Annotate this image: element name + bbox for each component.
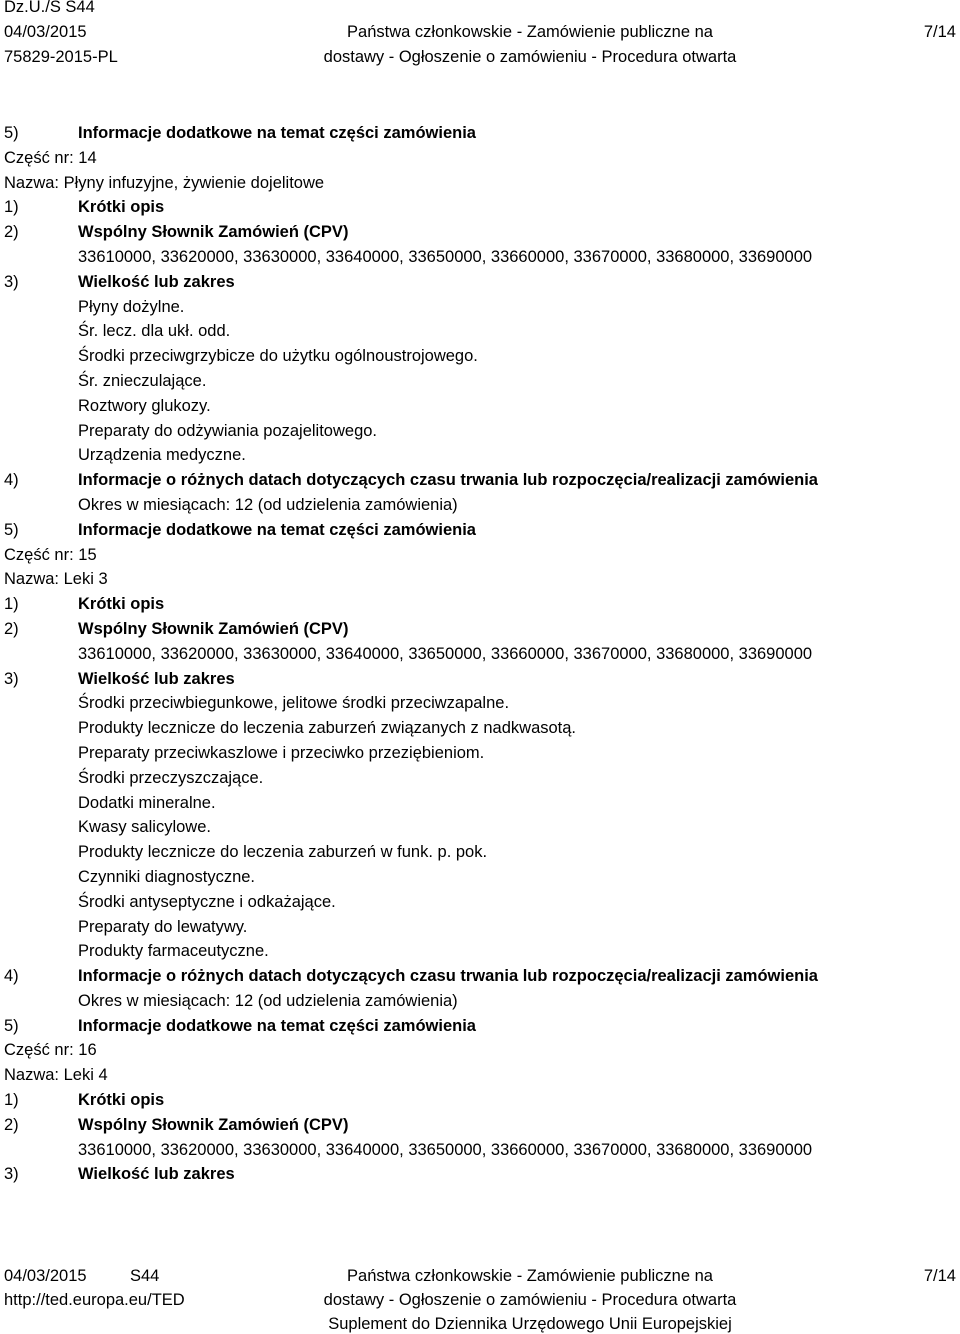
section-title: Informacje dodatkowe na temat części zamówienia — [78, 520, 476, 539]
lot-info: Nazwa: Leki 3 — [4, 570, 108, 589]
section-title: Wspólny Słownik Zamówień (CPV) — [78, 1115, 349, 1134]
section-heading — [4, 518, 956, 543]
indented-text: 33610000, 33620000, 33630000, 33640000, 33650000, 33660000, 33670000, 33680000, 33690000 — [78, 1140, 813, 1159]
section-title: Wspólny Słownik Zamówień (CPV) — [78, 619, 349, 638]
indented-text: Środki antyseptyczne i odkażające. — [78, 892, 336, 911]
section-heading — [4, 121, 956, 146]
section-heading — [4, 195, 956, 220]
section-heading — [4, 270, 956, 295]
header-title-line2: dostawy - Ogłoszenie o zamówieniu - Procedura otwarta — [323, 48, 737, 66]
section-number: 1) — [4, 595, 19, 614]
section-number: 4) — [4, 967, 19, 986]
indented-text: Śr. lecz. dla ukł. odd. — [78, 322, 231, 341]
section-number: 3) — [4, 272, 19, 291]
lot-info: Nazwa: Płyny infuzyjne, żywienie dojelitowe — [4, 173, 325, 192]
section-heading — [4, 1113, 956, 1138]
indented-text: Kwasy salicylowe. — [78, 818, 211, 837]
document-body — [4, 121, 956, 1187]
indented-text: Produkty farmaceutyczne. — [78, 942, 269, 961]
section-number: 4) — [4, 471, 19, 490]
indented-text: Okres w miesiącach: 12 (od udzielenia zamówienia) — [78, 991, 458, 1010]
indented-text: Roztwory glukozy. — [78, 396, 211, 415]
section-number: 5) — [4, 1016, 19, 1035]
section-title: Krótki opis — [78, 198, 165, 217]
section-title: Wspólny Słownik Zamówień (CPV) — [78, 223, 349, 242]
section-title: Wielkość lub zakres — [78, 1165, 235, 1184]
indented-text: Środki przeciwbiegunkowe, jelitowe środki przeciwzapalne. — [78, 694, 510, 713]
header-page-number: 7/14 — [923, 23, 956, 41]
section-heading — [4, 468, 956, 493]
lot-info: Część nr: 14 — [4, 148, 97, 167]
header-date: 04/03/2015 — [4, 23, 87, 41]
section-number: 2) — [4, 223, 19, 242]
header-title-line1: Państwa członkowskie - Zamówienie publiczne na — [347, 23, 713, 41]
section-title: Wielkość lub zakres — [78, 272, 235, 291]
section-title: Informacje o różnych datach dotyczących czasu trwania lub rozpoczęcia/realizacji zamówienia — [78, 967, 818, 986]
section-title: Wielkość lub zakres — [78, 669, 235, 688]
section-heading — [4, 1088, 956, 1113]
footer-series: S44 — [130, 1267, 160, 1285]
indented-text: Śr. znieczulające. — [78, 371, 207, 390]
lot-info: Nazwa: Leki 4 — [4, 1066, 108, 1085]
section-number: 1) — [4, 1091, 19, 1110]
section-number: 3) — [4, 1165, 19, 1184]
indented-text: Środki przeciwgrzybicze do użytku ogólnoustrojowego. — [78, 347, 478, 366]
section-heading — [4, 617, 956, 642]
section-heading — [4, 1162, 956, 1187]
footer-title-line2: dostawy - Ogłoszenie o zamówieniu - Procedura otwarta — [323, 1291, 737, 1309]
footer-url[interactable]: http://ted.europa.eu/TED — [4, 1291, 185, 1309]
indented-text: Środki przeczyszczające. — [78, 768, 264, 787]
section-title: Informacje dodatkowe na temat części zamówienia — [78, 1016, 476, 1035]
section-heading — [4, 592, 956, 617]
section-number: 5) — [4, 124, 19, 142]
indented-text: Preparaty do lewatywy. — [78, 917, 248, 936]
section-number: 3) — [4, 669, 19, 688]
indented-text: Płyny dożylne. — [78, 297, 185, 316]
page-header — [0, 0, 960, 70]
lot-info: Część nr: 15 — [4, 545, 97, 564]
section-title: Informacje dodatkowe na temat części zamówienia — [78, 124, 476, 142]
indented-text: Preparaty przeciwkaszlowe i przeciwko przeziębieniom. — [78, 743, 485, 762]
section-heading — [4, 220, 956, 245]
indented-text: Urządzenia medyczne. — [78, 446, 246, 465]
indented-text: 33610000, 33620000, 33630000, 33640000, 33650000, 33660000, 33670000, 33680000, 33690000 — [78, 247, 813, 266]
indented-text: Produkty lecznicze do leczenia zaburzeń w funk. p. pok. — [78, 843, 488, 862]
indented-text: Preparaty do odżywiania pozajelitowego. — [78, 421, 378, 440]
indented-text: Okres w miesiącach: 12 (od udzielenia zamówienia) — [78, 495, 458, 514]
footer-page-number: 7/14 — [923, 1267, 956, 1285]
section-heading — [4, 1014, 956, 1039]
footer-supplement: Suplement do Dziennika Urzędowego Unii Europejskiej — [328, 1315, 732, 1333]
footer-date: 04/03/2015 — [4, 1267, 87, 1285]
section-title: Informacje o różnych datach dotyczących czasu trwania lub rozpoczęcia/realizacji zamówienia — [78, 471, 818, 490]
section-number: 2) — [4, 1115, 19, 1134]
header-ref: 75829-2015-PL — [4, 48, 118, 66]
lot-info: Część nr: 16 — [4, 1041, 97, 1060]
section-heading — [4, 964, 956, 989]
section-number: 5) — [4, 520, 19, 539]
section-title: Krótki opis — [78, 595, 165, 614]
section-title: Krótki opis — [78, 1091, 165, 1110]
indented-text: Produkty lecznicze do leczenia zaburzeń związanych z nadkwasotą. — [78, 719, 577, 738]
footer-title-line1: Państwa członkowskie - Zamówienie publiczne na — [347, 1267, 713, 1285]
indented-text: 33610000, 33620000, 33630000, 33640000, 33650000, 33660000, 33670000, 33680000, 33690000 — [78, 644, 813, 663]
section-number: 2) — [4, 619, 19, 638]
section-number: 1) — [4, 198, 19, 217]
indented-text: Czynniki diagnostyczne. — [78, 867, 256, 886]
page-footer — [0, 1264, 960, 1334]
indented-text: Dodatki mineralne. — [78, 793, 216, 812]
journal-id: Dz.U./S S44 — [4, 0, 95, 16]
section-heading — [4, 667, 956, 692]
